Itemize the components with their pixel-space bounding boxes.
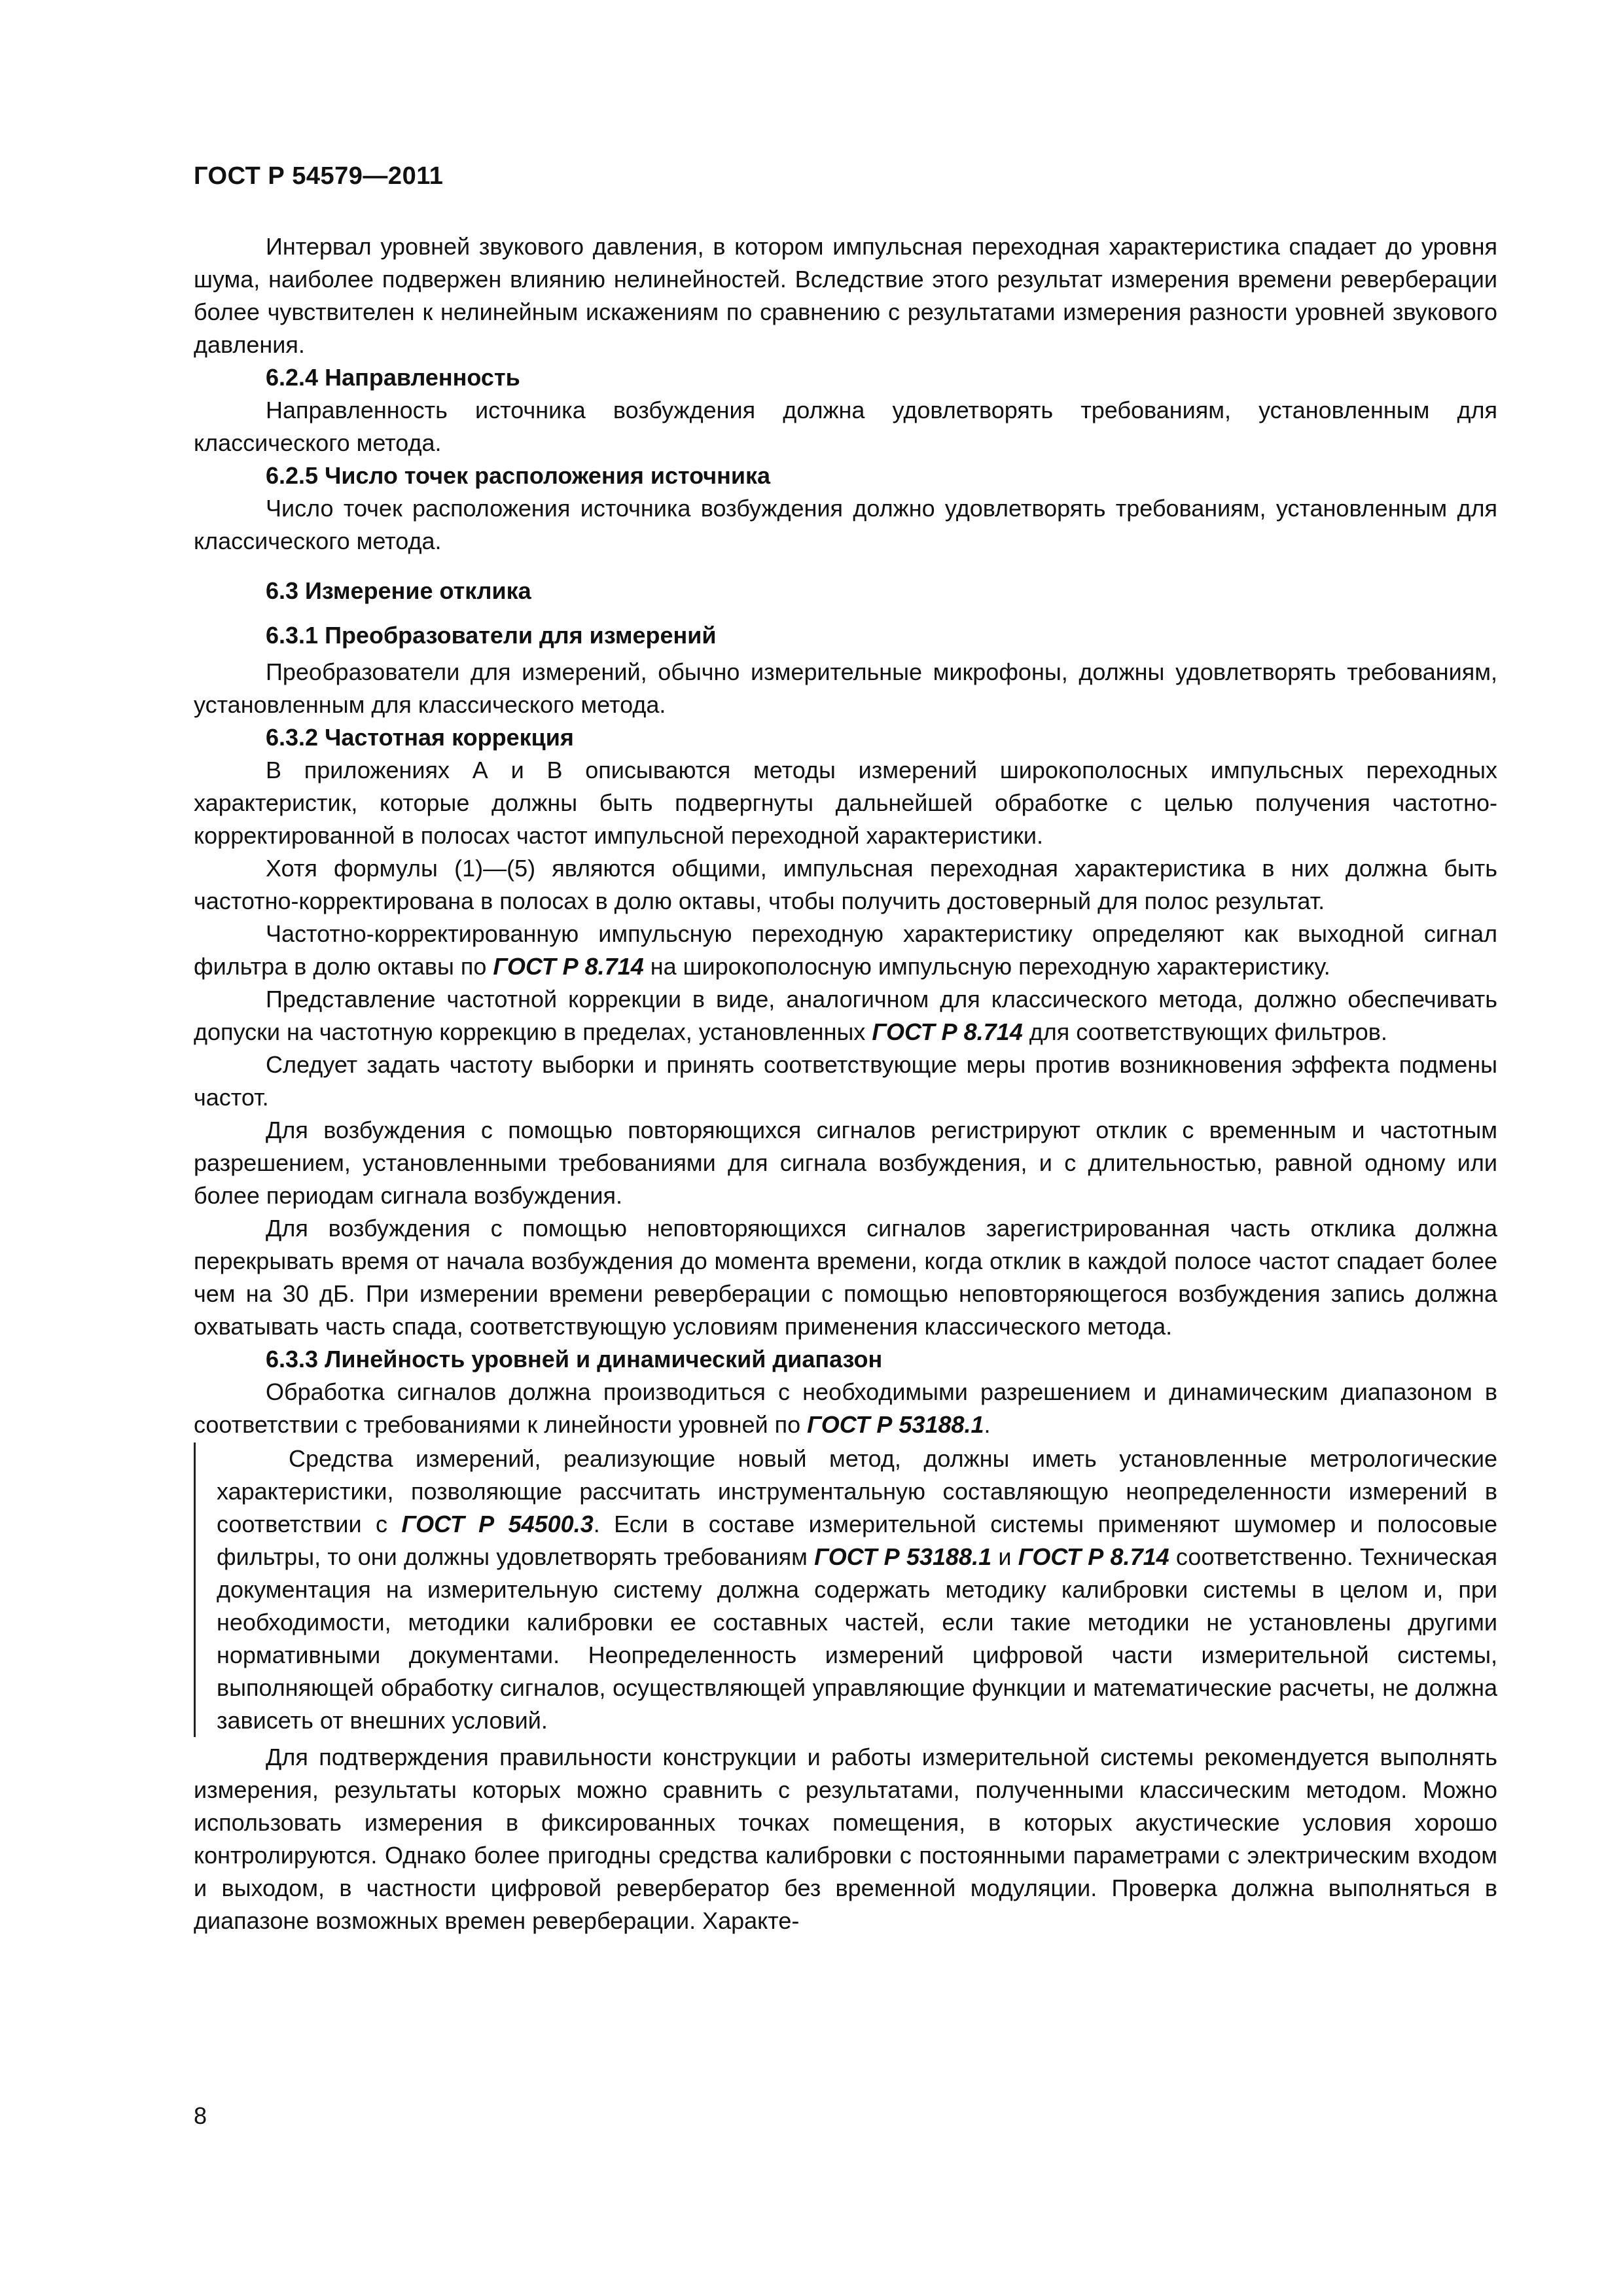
text-run: Для возбуждения с помощью повторяющихся сигналов регистрируют отклик с временным и частотным разрешением, установленными требованиями для сигнала возбуждения, и с длительностью, равной одному или более периодам сигнала возбуждения. <box>194 1117 1497 1209</box>
standard-reference: ГОСТ Р 53188.1 <box>814 1543 992 1570</box>
paragraph <box>194 656 1497 721</box>
text-run: Направленность источника возбуждения должна удовлетворять требованиям, установленным для классического метода. <box>194 397 1497 456</box>
paragraph <box>194 492 1497 558</box>
text-run: Представление частотной коррекции в виде, аналогичном для классического метода, должно обеспечивать допуски на частотную коррекцию в пределах, установленных <box>194 986 1497 1045</box>
text-run: Преобразователи для измерений, обычно измерительные микрофоны, должны удовлетворять требованиям, установленным для классического метода. <box>194 658 1497 718</box>
paragraph <box>217 1443 1497 1737</box>
paragraph <box>194 1376 1497 1441</box>
section-heading: 6.2.4 Направленность <box>266 364 520 391</box>
section-heading: 6.3.3 Линейность уровней и динамический диапазон <box>266 1346 883 1372</box>
paragraph <box>194 754 1497 852</box>
paragraph <box>194 1741 1497 1937</box>
text-run: Для возбуждения с помощью неповторяющихся сигналов зарегистрированная часть отклика должна перекрывать время от начала возбуждения до момента времени, когда отклик в каждой полосе частот спадает более чем на 30 дБ. При измерении времени реверберации с помощью неповторяющегося возбуждения запись должна охватывать часть спада, соответствующую условиям применения классического метода. <box>194 1215 1497 1340</box>
section-heading: 6.2.5 Число точек расположения источника <box>266 462 771 489</box>
text-run: Хотя формулы (1)—(5) являются общими, импульсная переходная характеристика в них должна быть частотно-корректирована в полосах в долю октавы, чтобы получить достоверный для полос результат. <box>194 855 1497 914</box>
paragraph <box>194 1114 1497 1212</box>
text-run: и <box>991 1543 1018 1570</box>
standard-reference: ГОСТ Р 8.714 <box>872 1018 1023 1045</box>
page-number: 8 <box>194 2102 207 2129</box>
document-header: ГОСТ Р 54579—2011 <box>194 162 444 190</box>
text-run: Для подтверждения правильности конструкции и работы измерительной системы рекомендуется выполнять измерения, результаты которых можно сравнить с результатами, полученными классическим методом. Можно использовать измерения в фиксированных точках помещения, в которых акустические условия хорошо контролируются. Однако более пригодны средства калибровки с постоянными параметрами с электрическим входом и выходом, в частности цифровой ревербератор без временной модуляции. Проверка должна выполняться в диапазоне возможных времен реверберации. Характе- <box>194 1744 1497 1934</box>
paragraph <box>194 983 1497 1049</box>
section-heading: 6.3.2 Частотная коррекция <box>266 724 574 751</box>
text-run: для соответствующих фильтров. <box>1022 1018 1387 1045</box>
paragraph <box>194 394 1497 459</box>
paragraph <box>194 230 1497 361</box>
text-run: Частотно-корректированную импульсную переходную характеристику определяют как выходной сигнал фильтра в долю октавы по <box>194 920 1497 980</box>
text-run: соответственно. Техническая документация на измерительную систему должна содержать методику калибровки системы в целом и, при необходимости, методики калибровки ее составных частей, если такие методики не установлены другими нормативными документами. Неопределенность измерений цифровой части измерительной системы, выполняющей обработку сигналов, осуществляющей управляющие функции и математические расчеты, не должна зависеть от внешних условий. <box>217 1543 1497 1734</box>
paragraph <box>194 918 1497 983</box>
text-run: . <box>984 1411 991 1438</box>
standard-reference: ГОСТ Р 53188.1 <box>807 1411 984 1438</box>
text-run: . Если в составе измерительной системы применяют шумомер и полосовые фильтры, то они должны удовлетворять требованиям <box>217 1511 1498 1570</box>
paragraph <box>194 852 1497 918</box>
standard-reference: ГОСТ Р 54500.3 <box>401 1511 594 1537</box>
paragraph <box>194 1212 1497 1343</box>
text-run: Следует задать частоту выборки и принять соответствующие меры против возникновения эффекта подмены частот. <box>194 1051 1497 1111</box>
text-run: Средства измерений, реализующие новый метод, должны иметь установленные метрологические характеристики, позволяющие рассчитать инструментальную составляющую неопределенности измерений в соответствии с <box>217 1445 1497 1537</box>
text-run: Число точек расположения источника возбуждения должно удовлетворять требованиям, установленным для классического метода. <box>194 495 1497 554</box>
section-heading: 6.3.1 Преобразователи для измерений <box>266 622 717 649</box>
text-run: Обработка сигналов должна производиться с необходимыми разрешением и динамическим диапазоном в соответствии с требованиями к линейности уровней по <box>194 1378 1497 1438</box>
text-run: на широкополосную импульсную переходную характеристику. <box>643 953 1330 980</box>
document-body <box>194 230 1497 1937</box>
paragraph <box>194 1049 1497 1114</box>
text-run: Интервал уровней звукового давления, в котором импульсная переходная характеристика спадает до уровня шума, наиболее подвержен влиянию нелинейностей. Вследствие этого результат измерения времени реверберации более чувствителен к нелинейным искажениям по сравнению с результатами измерения разности уровней звукового давления. <box>194 233 1497 358</box>
text-run: В приложениях А и В описываются методы измерений широкополосных импульсных переходных характеристик, которые должны быть подвергнуты дальнейшей обработке с целью получения частотно-корректированной в полосах частот импульсной переходной характеристики. <box>194 757 1497 849</box>
standard-reference: ГОСТ Р 8.714 <box>1018 1543 1169 1570</box>
section-heading: 6.3 Измерение отклика <box>266 577 531 604</box>
standard-reference: ГОСТ Р 8.714 <box>493 953 644 980</box>
change-bar-paragraph <box>194 1443 1497 1737</box>
